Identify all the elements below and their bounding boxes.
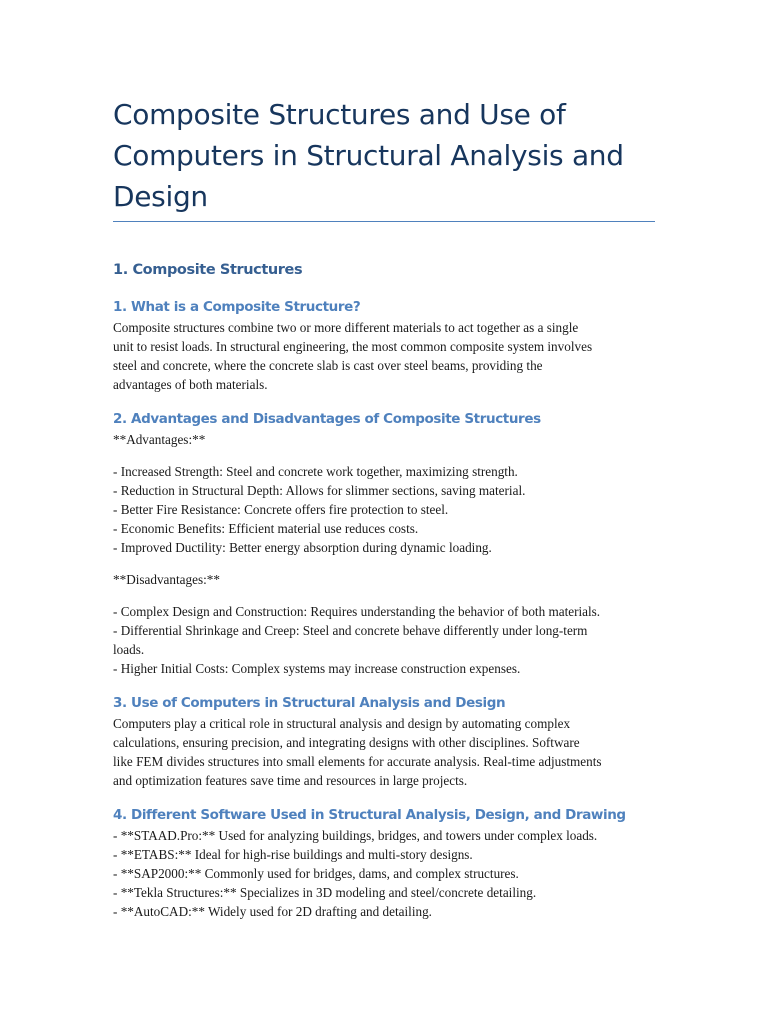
list-item: - **ETABS:** Ideal for high-rise buildings and multi-story designs. (113, 847, 473, 862)
paragraph-line: and optimization features save time and resources in large projects. (113, 773, 468, 788)
paragraph-line: Composite structures combine two or more different materials to act together as a single (113, 320, 579, 335)
document-title (113, 94, 656, 217)
list-item: - **Tekla Structures:** Specializes in 3D modeling and steel/concrete detailing. (113, 885, 537, 900)
title-line: Composite Structures and Use of (113, 98, 566, 131)
list-item: - **STAAD.Pro:** Used for analyzing buildings, bridges, and towers under complex loads. (113, 828, 598, 843)
spacer (113, 449, 656, 462)
title-line: Computers in Structural Analysis and (113, 139, 624, 172)
subsection-heading-computers: 3. Use of Computers in Structural Analysis and Design (113, 695, 506, 711)
spacer (113, 589, 656, 602)
advantages-label-text: **Advantages:** (113, 432, 206, 447)
disadvantages-list (113, 602, 656, 678)
disadvantages-label (113, 570, 656, 589)
paragraph-line: like FEM divides structures into small elements for accurate analysis. Real-time adjustments (113, 754, 602, 769)
subsection-heading-advantages: 2. Advantages and Disadvantages of Composite Structures (113, 411, 541, 427)
advantages-label (113, 430, 656, 449)
section-heading: 1. Composite Structures (113, 262, 303, 278)
list-item: - **AutoCAD:** Widely used for 2D drafting and detailing. (113, 904, 432, 919)
paragraph-line: advantages of both materials. (113, 377, 268, 392)
software-list (113, 826, 656, 921)
paragraph-line: Computers play a critical role in structural analysis and design by automating complex (113, 716, 571, 731)
paragraph-line: unit to resist loads. In structural engineering, the most common composite system involves (113, 339, 593, 354)
list-item: - Reduction in Structural Depth: Allows for slimmer sections, saving material. (113, 483, 526, 498)
paragraph-line: steel and concrete, where the concrete slab is cast over steel beams, providing the (113, 358, 543, 373)
advantages-list (113, 462, 656, 557)
list-item: - Increased Strength: Steel and concrete work together, maximizing strength. (113, 464, 518, 479)
disadvantages-label-text: **Disadvantages:** (113, 572, 220, 587)
list-item: loads. (113, 642, 145, 657)
list-item: - Improved Ductility: Better energy absorption during dynamic loading. (113, 540, 492, 555)
list-item: - Differential Shrinkage and Creep: Steel and concrete behave differently under long-term (113, 623, 588, 638)
spacer (113, 557, 656, 570)
subsection-heading-what-is: 1. What is a Composite Structure? (113, 299, 361, 315)
paragraph-line: calculations, ensuring precision, and integrating designs with other disciplines. Software (113, 735, 580, 750)
title-divider (113, 221, 655, 222)
list-item: - **SAP2000:** Commonly used for bridges, dams, and complex structures. (113, 866, 519, 881)
paragraph-composite-definition (113, 318, 656, 394)
subsection-heading-software: 4. Different Software Used in Structural Analysis, Design, and Drawing (113, 807, 626, 823)
title-line: Design (113, 180, 208, 213)
list-item: - Better Fire Resistance: Concrete offers fire protection to steel. (113, 502, 449, 517)
paragraph-computers (113, 714, 656, 790)
list-item: - Economic Benefits: Efficient material use reduces costs. (113, 521, 419, 536)
list-item: - Higher Initial Costs: Complex systems may increase construction expenses. (113, 661, 521, 676)
document-page (113, 94, 656, 921)
list-item: - Complex Design and Construction: Requires understanding the behavior of both materials. (113, 604, 601, 619)
